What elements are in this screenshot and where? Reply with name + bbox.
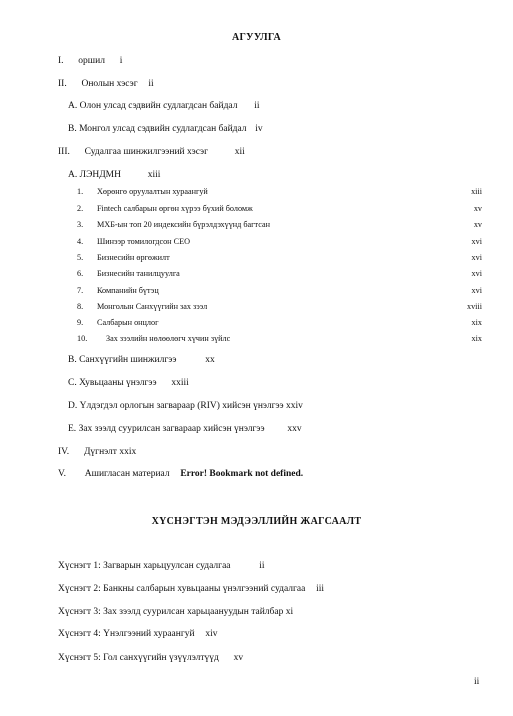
table-entry-5[interactable] bbox=[58, 653, 243, 663]
toc-entry-text: Судалгаа шинжилгээний хэсэг bbox=[84, 147, 209, 157]
toc-entry-5[interactable] bbox=[58, 147, 245, 157]
table-entry-3[interactable] bbox=[58, 607, 293, 617]
toc-subentry-page: xvi bbox=[471, 286, 482, 295]
toc-subentry-text: МХБ-ын топ 20 индексийн бүрэлдэхүүнд багтсан bbox=[97, 220, 270, 229]
toc-entry-page: xiii bbox=[147, 170, 161, 180]
toc-subentry-text: Fintech салбарын өргөн хүрээ бүхий боломж bbox=[97, 204, 253, 213]
toc-entry-number: A. bbox=[68, 170, 78, 180]
toc-subentry-3[interactable] bbox=[77, 220, 482, 232]
toc-subentry-9[interactable] bbox=[77, 318, 482, 330]
tables-title: ХҮСНЭГТЭН МЭДЭЭЛЛИЙН ЖАГСААЛТ bbox=[151, 516, 362, 527]
toc-subentry-text: Бизнесийн танилцуулга bbox=[97, 269, 180, 278]
toc-subentry-number: 7. bbox=[77, 286, 84, 295]
toc-entry-number: III. bbox=[58, 147, 70, 157]
table-entry-page: xi bbox=[285, 607, 294, 617]
toc-entry-page: iv bbox=[255, 124, 263, 134]
toc-entry-page: xxiii bbox=[171, 378, 189, 388]
toc-subentry-6[interactable] bbox=[77, 269, 482, 281]
table-entry-text: Хүснэгт 1: Загварын харьцуулсан судалгаа bbox=[58, 561, 231, 571]
toc-entry-10[interactable] bbox=[68, 424, 302, 434]
toc-subentry-4[interactable] bbox=[77, 237, 482, 249]
table-entry-4[interactable] bbox=[58, 629, 217, 639]
toc-entry-7[interactable] bbox=[68, 355, 215, 365]
toc-entry-page: ii bbox=[148, 79, 154, 89]
toc-subentry-number: 5. bbox=[77, 253, 84, 262]
toc-subentry-7[interactable] bbox=[77, 286, 482, 298]
toc-entry-page: xx bbox=[205, 355, 215, 365]
toc-entry-2[interactable] bbox=[58, 79, 154, 89]
table-entry-page: ii bbox=[259, 561, 265, 571]
toc-title: АГУУЛГА bbox=[232, 32, 281, 43]
toc-subentry-number: 10. bbox=[77, 334, 88, 343]
toc-entry-text: Онолын хэсэг bbox=[81, 79, 138, 89]
toc-entry-number: B. bbox=[68, 124, 77, 134]
toc-subentry-10[interactable] bbox=[77, 334, 482, 346]
toc-entry-number: B. bbox=[68, 355, 77, 365]
toc-entry-12[interactable] bbox=[58, 469, 303, 479]
toc-subentry-page: xviii bbox=[466, 302, 482, 311]
toc-entry-number: I. bbox=[58, 56, 64, 66]
table-entry-page: xv bbox=[233, 653, 244, 663]
toc-entry-4[interactable] bbox=[68, 124, 263, 134]
toc-entry-page: xxix bbox=[119, 447, 137, 457]
toc-subentry-text: Хөрөнгө оруулалтын хураангуй bbox=[97, 187, 208, 196]
toc-subentry-text: Зах зээлийн нөлөөлөгч хүчин зүйлс bbox=[106, 334, 231, 343]
toc-subentry-number: 9. bbox=[77, 318, 84, 327]
toc-subentry-number: 6. bbox=[77, 269, 84, 278]
toc-subentry-page: xix bbox=[471, 334, 482, 343]
toc-entry-3[interactable] bbox=[68, 101, 259, 111]
toc-entry-page-error: Error! Bookmark not defined. bbox=[180, 469, 304, 479]
toc-entry-text: Зах зээлд суурилсан загвараар хийсэн үнэлгээ bbox=[78, 424, 265, 434]
toc-entry-page: xxv bbox=[287, 424, 302, 434]
toc-subentry-page: xv bbox=[473, 204, 482, 213]
toc-subentry-page: xiii bbox=[471, 187, 482, 196]
toc-subentry-text: Монголын Санхүүгийн зах зээл bbox=[97, 302, 208, 311]
toc-entry-text: оршил bbox=[78, 56, 105, 66]
toc-subentry-1[interactable] bbox=[77, 187, 482, 199]
toc-entry-text: Санхүүгийн шинжилгээ bbox=[79, 355, 177, 365]
table-entry-text: Хүснэгт 2: Банкны салбарын хувьцааны үнэлгээний судалгаа bbox=[58, 584, 306, 594]
toc-entry-page: xxiv bbox=[286, 401, 303, 411]
toc-entry-1[interactable] bbox=[58, 56, 122, 66]
toc-subentry-number: 3. bbox=[77, 220, 84, 229]
table-entry-2[interactable] bbox=[58, 584, 324, 594]
toc-entry-text: Ашигласан материал bbox=[84, 469, 170, 479]
toc-entry-text: Үлдэгдэл орлогын загвараар (RIV) хийсэн үнэлгээ bbox=[79, 401, 284, 411]
toc-entry-text: Хувьцааны үнэлгээ bbox=[79, 378, 157, 388]
toc-subentry-text: Шинээр томилогдсон CEO bbox=[97, 237, 190, 246]
table-entry-1[interactable] bbox=[58, 561, 265, 571]
toc-entry-8[interactable] bbox=[68, 378, 189, 388]
toc-entry-text: Дүгнэлт bbox=[83, 447, 117, 457]
toc-entry-number: E. bbox=[68, 424, 77, 434]
toc-entry-9[interactable] bbox=[68, 401, 303, 411]
table-entry-page: xiv bbox=[205, 629, 218, 639]
toc-subentry-number: 2. bbox=[77, 204, 84, 213]
footer-page-number: ii bbox=[474, 677, 480, 687]
toc-subentry-number: 1. bbox=[77, 187, 84, 196]
toc-subentry-page: xvi bbox=[471, 237, 482, 246]
toc-entry-page: xii bbox=[234, 147, 245, 157]
toc-subentry-page: xix bbox=[471, 318, 482, 327]
toc-subentry-8[interactable] bbox=[77, 302, 482, 314]
toc-subentry-text: Салбарын онцлог bbox=[97, 318, 159, 327]
toc-subentry-page: xv bbox=[473, 220, 482, 229]
toc-subentry-number: 8. bbox=[77, 302, 84, 311]
table-entry-text: Хүснэгт 4: Үнэлгээний хураангуй bbox=[58, 629, 195, 639]
toc-entry-text: Олон улсад сэдвийн судлагдсан байдал bbox=[79, 101, 238, 111]
table-entry-text: Хүснэгт 5: Гол санхүүгийн үзүүлэлтүүд bbox=[58, 653, 219, 663]
toc-entry-page: i bbox=[119, 56, 123, 66]
toc-subentry-5[interactable] bbox=[77, 253, 482, 265]
toc-entry-page: ii bbox=[254, 101, 260, 111]
toc-entry-6[interactable] bbox=[68, 170, 160, 180]
toc-entry-number: A. bbox=[68, 101, 78, 111]
toc-entry-number: D. bbox=[68, 401, 78, 411]
toc-entry-11[interactable] bbox=[58, 447, 136, 457]
toc-subentry-number: 4. bbox=[77, 237, 84, 246]
toc-subentry-text: Бизнесийн өргөжилт bbox=[97, 253, 170, 262]
table-entry-page: iii bbox=[316, 584, 324, 594]
toc-subentry-page: xvi bbox=[471, 253, 482, 262]
toc-subentry-page: xvi bbox=[471, 269, 482, 278]
table-entry-text: Хүснэгт 3: Зах зээлд суурилсан харьцаануудын тайлбар bbox=[58, 607, 284, 617]
toc-subentry-text: Компанийн бүтэц bbox=[97, 286, 159, 295]
toc-entry-number: V. bbox=[58, 469, 67, 479]
toc-entry-number: II. bbox=[58, 79, 67, 89]
toc-entry-number: C. bbox=[68, 378, 77, 388]
toc-entry-text: Монгол улсад сэдвийн судлагдсан байдал bbox=[79, 124, 247, 134]
toc-subentry-2[interactable] bbox=[77, 204, 482, 216]
toc-entry-text: ЛЭНДМН bbox=[79, 170, 121, 180]
toc-entry-number: IV. bbox=[58, 447, 70, 457]
